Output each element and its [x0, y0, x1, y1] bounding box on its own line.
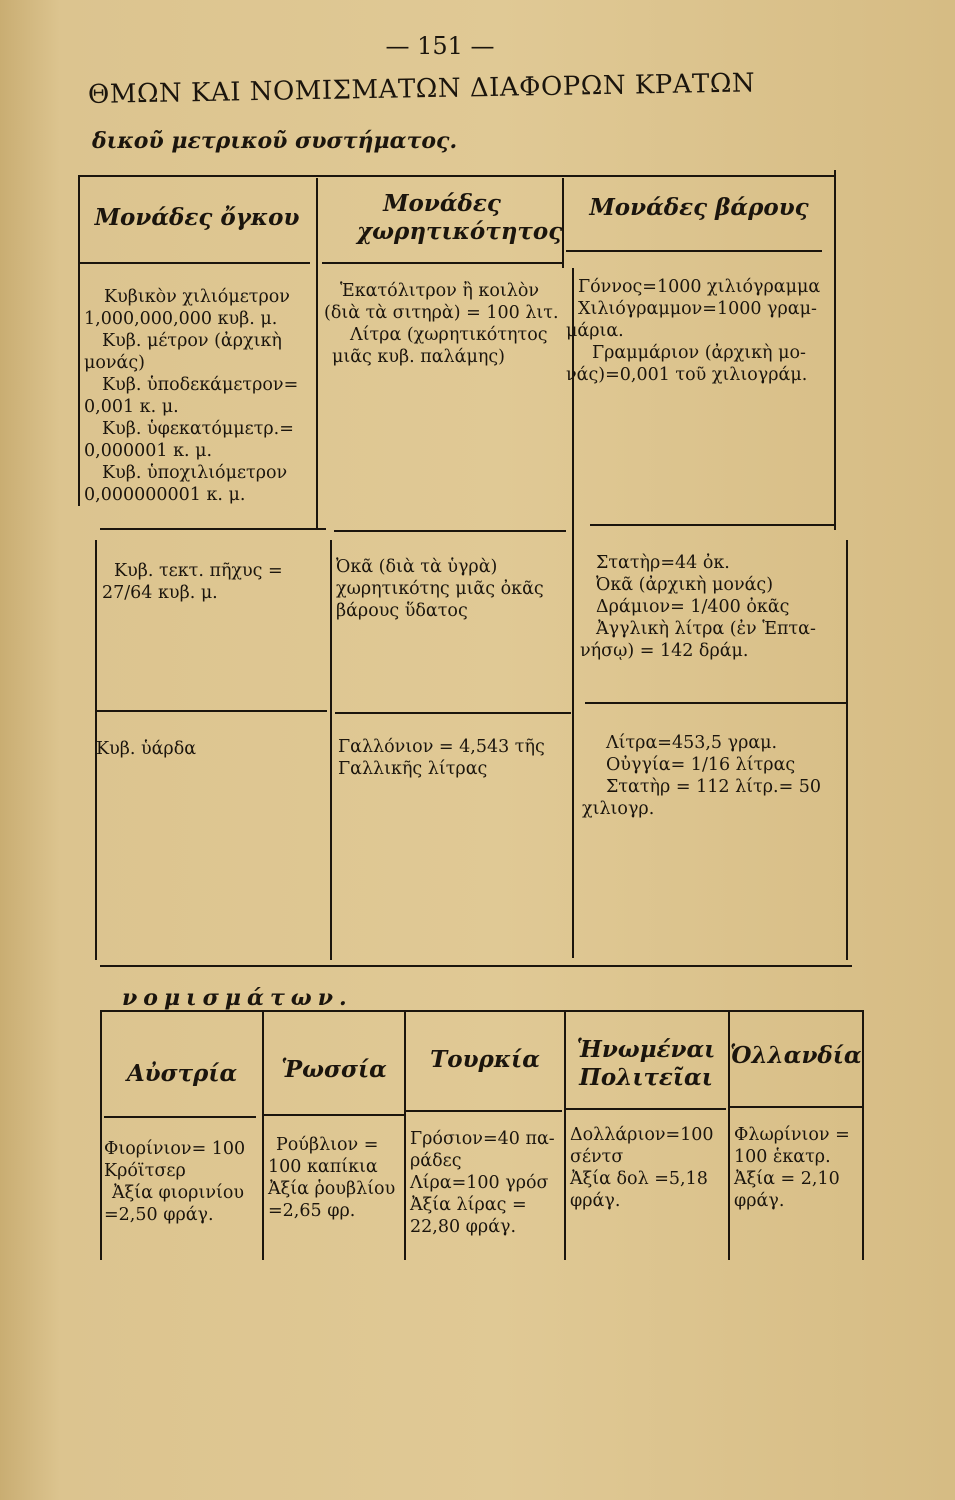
table-rule — [330, 540, 332, 960]
cell-line: 0,000000001 κ. μ. — [84, 485, 246, 505]
table-rule — [262, 1010, 264, 1260]
cell-line: Γαλλόνιον = 4,543 τῆς — [338, 737, 545, 757]
cell-line: 27/64 κυβ. μ. — [102, 583, 218, 603]
cell-line: Φλωρίνιον = — [734, 1125, 850, 1145]
cell-line: Στατὴρ=44 ὀκ. — [596, 553, 730, 573]
table-rule — [104, 1116, 256, 1118]
cell-netherlands — [734, 1124, 862, 1212]
table-rule — [316, 178, 318, 528]
cell-line: Κυβ. ὑποχιλιόμετρον — [102, 463, 288, 483]
cell-line: ράδες — [410, 1151, 462, 1171]
column-header-volume: Μονάδες ὄγκου — [94, 204, 300, 231]
cell-line: χωρητικότης μιᾶς ὀκᾶς — [336, 579, 544, 599]
cell-line: Ὀκᾶ (διὰ τὰ ὑγρὰ) — [336, 557, 498, 577]
page-subheading: δικοῦ μετρικοῦ συστήματος. — [92, 128, 458, 154]
table-rule — [862, 1010, 864, 1260]
cell-line: Γόννος=1000 χιλιόγραμμα — [578, 277, 821, 297]
column-header-weight: Μονάδες βάρους — [589, 194, 809, 221]
cell-line: Ὀκᾶ (ἀρχικὴ μονάς) — [596, 575, 774, 595]
cell-weight-imperial — [582, 732, 852, 820]
table-rule — [406, 1110, 562, 1112]
cell-line: Φιορίνιον= 100 — [104, 1139, 246, 1159]
cell-line: Γρόσιον=40 πα- — [410, 1129, 555, 1149]
cell-line: 0,000001 κ. μ. — [84, 441, 213, 461]
cell-line: βάρους ὕδατος — [336, 601, 468, 621]
cell-weight-local — [580, 552, 848, 662]
table-rule — [100, 528, 326, 530]
table-rule — [78, 175, 836, 177]
cell-line: Γαλλικῆς λίτρας — [338, 759, 488, 779]
table-rule — [566, 1108, 726, 1110]
cell-line: Ἀξία λίρας = — [410, 1195, 527, 1215]
cell-volume-local — [102, 560, 328, 604]
table-rule — [730, 1106, 862, 1108]
cell-line: (διὰ τὰ σιτηρὰ) = 100 λιτ. — [324, 303, 559, 323]
cell-line: μάρια. — [566, 321, 624, 341]
cell-line: φράγ. — [734, 1191, 785, 1211]
cell-volume-imperial — [96, 738, 322, 760]
cell-line: Κυβ. ὑποδεκάμετρον= — [102, 375, 299, 395]
cell-line: =2,50 φράγ. — [104, 1205, 214, 1225]
cell-line: Ἀξία = 2,10 — [734, 1169, 840, 1189]
column-header-austria: Αὐστρία — [126, 1060, 238, 1087]
cell-line: Κυβικὸν χιλιόμετρον — [104, 287, 290, 307]
cell-line: νήσῳ) = 142 δράμ. — [580, 641, 749, 661]
cell-line: Κυβ. μέτρον (ἀρχικὴ — [102, 331, 282, 351]
cell-line: μιᾶς κυβ. παλάμης) — [332, 347, 505, 367]
cell-line: Ἀξία ῥουβλίου — [268, 1179, 396, 1199]
cell-line: 22,80 φράγ. — [410, 1217, 517, 1237]
cell-capacity-imperial — [338, 736, 574, 780]
cell-line: Ἀξία δολ =5,18 — [570, 1169, 708, 1189]
column-header-capacity — [322, 190, 562, 246]
cell-line: Ἑκατόλιτρον ἢ κοιλὸν — [340, 281, 540, 301]
page-number: — 151 — — [385, 32, 495, 60]
cell-line: Κυβ. ὑφεκατόμμετρ.= — [102, 419, 294, 439]
table-rule — [100, 1010, 862, 1012]
table-rule — [322, 262, 562, 264]
table-rule — [585, 702, 847, 704]
table-rule — [566, 250, 822, 252]
cell-weight-metric — [566, 276, 836, 386]
cell-capacity-metric — [324, 280, 564, 368]
cell-line: Οὐγγία= 1/16 λίτρας — [606, 755, 796, 775]
coins-heading: νομισμάτων. — [122, 985, 353, 1011]
cell-line: 1,000,000,000 κυβ. μ. — [84, 309, 278, 329]
table-rule — [564, 1010, 566, 1260]
column-header-capacity-text: Μονάδες χωρητικότητος — [357, 190, 563, 245]
cell-usa — [570, 1124, 728, 1212]
cell-line: Κρόϊτσερ — [104, 1161, 186, 1181]
cell-line: Κυβ. τεκτ. πῆχυς = — [114, 561, 283, 581]
cell-line: Λίρα=100 γρόσ — [410, 1173, 549, 1193]
cell-line: Ρούβλιον = — [276, 1135, 379, 1155]
cell-line: νάς)=0,001 τοῦ χιλιογράμ. — [566, 365, 808, 385]
cell-line: σέντσ — [570, 1147, 624, 1167]
cell-austria — [104, 1138, 262, 1226]
cell-line: =2,65 φρ. — [268, 1201, 356, 1221]
cell-line: Στατὴρ = 112 λίτρ.= 50 — [606, 777, 822, 797]
column-header-netherlands: Ὁλλανδία — [730, 1042, 862, 1069]
cell-line: μονάς) — [84, 353, 145, 373]
table-rule — [590, 524, 834, 526]
table-rule — [404, 1010, 406, 1260]
cell-line: Λίτρα (χωρητικότητος — [350, 325, 548, 345]
table-rule — [335, 712, 571, 714]
table-rule — [100, 965, 852, 967]
cell-line: Ἀγγλικὴ λίτρα (ἐν Ἑπτα- — [596, 619, 816, 639]
cell-turkey — [410, 1128, 564, 1238]
column-header-turkey: Τουρκία — [430, 1046, 540, 1073]
cell-line: Δολλάριον=100 — [570, 1125, 714, 1145]
table-rule — [78, 176, 80, 506]
cell-line: 100 καπίκια — [268, 1157, 378, 1177]
table-rule — [95, 710, 327, 712]
cell-russia — [268, 1134, 404, 1222]
table-rule — [80, 262, 310, 264]
cell-capacity-local — [336, 556, 572, 622]
page-heading: ΘΜΩΝ ΚΑΙ ΝΟΜΙΣΜΑΤΩΝ ΔΙΑΦΟΡΩΝ ΚΡΑΤΩΝ — [87, 68, 756, 110]
table-rule — [264, 1114, 404, 1116]
cell-line: Χιλιόγραμμον=1000 γραμ- — [578, 299, 817, 319]
table-rule — [100, 1010, 102, 1260]
cell-line: 0,001 κ. μ. — [84, 397, 179, 417]
column-header-usa: Ἡνωμέναι Πολιτεῖαι — [576, 1036, 716, 1091]
cell-line: Λίτρα=453,5 γραμ. — [606, 733, 778, 753]
cell-line: Ἀξία φιορινίου — [112, 1183, 244, 1203]
cell-line: Γραμμάριον (ἀρχικὴ μο- — [592, 343, 806, 363]
column-header-russia: Ῥωσσία — [281, 1056, 387, 1083]
cell-line: Κυβ. ὑάρδα — [96, 739, 197, 759]
cell-line: 100 ἑκατρ. — [734, 1147, 831, 1167]
table-rule — [334, 530, 566, 532]
cell-volume-metric — [84, 286, 316, 506]
cell-line: φράγ. — [570, 1191, 621, 1211]
cell-line: Δράμιον= 1/400 ὀκᾶς — [596, 597, 790, 617]
cell-line: χιλιογρ. — [582, 799, 655, 819]
table-rule — [562, 178, 564, 268]
